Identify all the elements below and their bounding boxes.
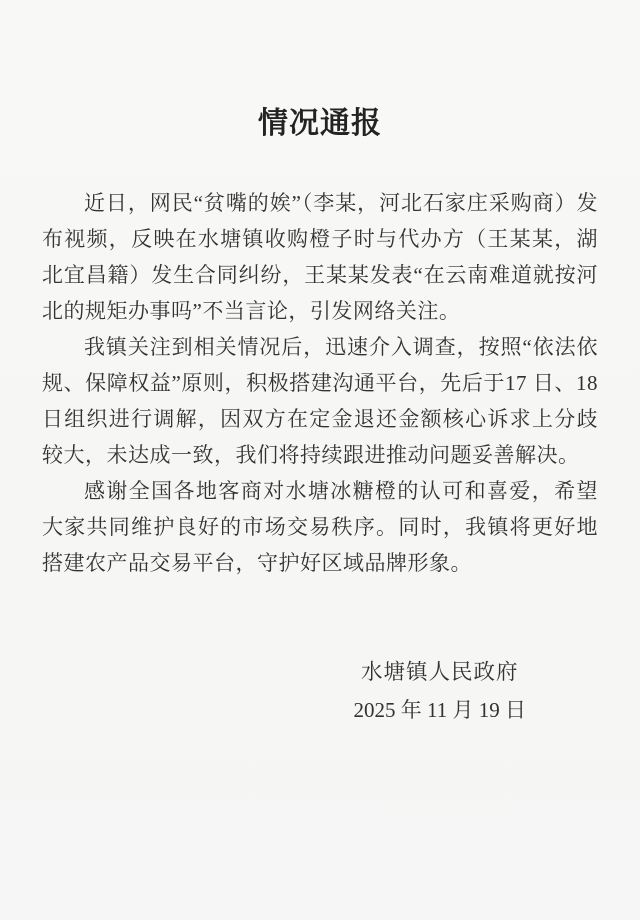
signature-block bbox=[42, 653, 598, 729]
issuer-name: 水塘镇人民政府 bbox=[361, 660, 519, 684]
paragraph-incident: 近日，网民“贫嘴的娭”（李某，河北石家庄采购商）发布视频，反映在水塘镇收购橙子时与代办方（王某某，湖北宜昌籍）发生合同纠纷，王某某发表“在云南难道就按河北的规矩办事吗”不当言论，引发网络关注。 bbox=[42, 191, 598, 323]
issue-date: 2025 年 11 月 19 日 bbox=[353, 698, 526, 722]
notice-body bbox=[42, 185, 598, 581]
signature-inner bbox=[354, 653, 526, 729]
paragraph-response: 我镇关注到相关情况后，迅速介入调查，按照“依法依规、保障权益”原则，积极搭建沟通平台，先后于17 日、18 日组织进行调解，因双方在定金退还金额核心诉求上分歧较大，未达成一致，我们将持续跟进推动问题妥善解决。 bbox=[42, 335, 598, 467]
paragraph-closing: 感谢全国各地客商对水塘冰糖橙的认可和喜爱，希望大家共同维护良好的市场交易秩序。同时，我镇将更好地搭建农产品交易平台，守护好区域品牌形象。 bbox=[42, 479, 598, 575]
notice-title: 情况通报 bbox=[258, 107, 382, 140]
